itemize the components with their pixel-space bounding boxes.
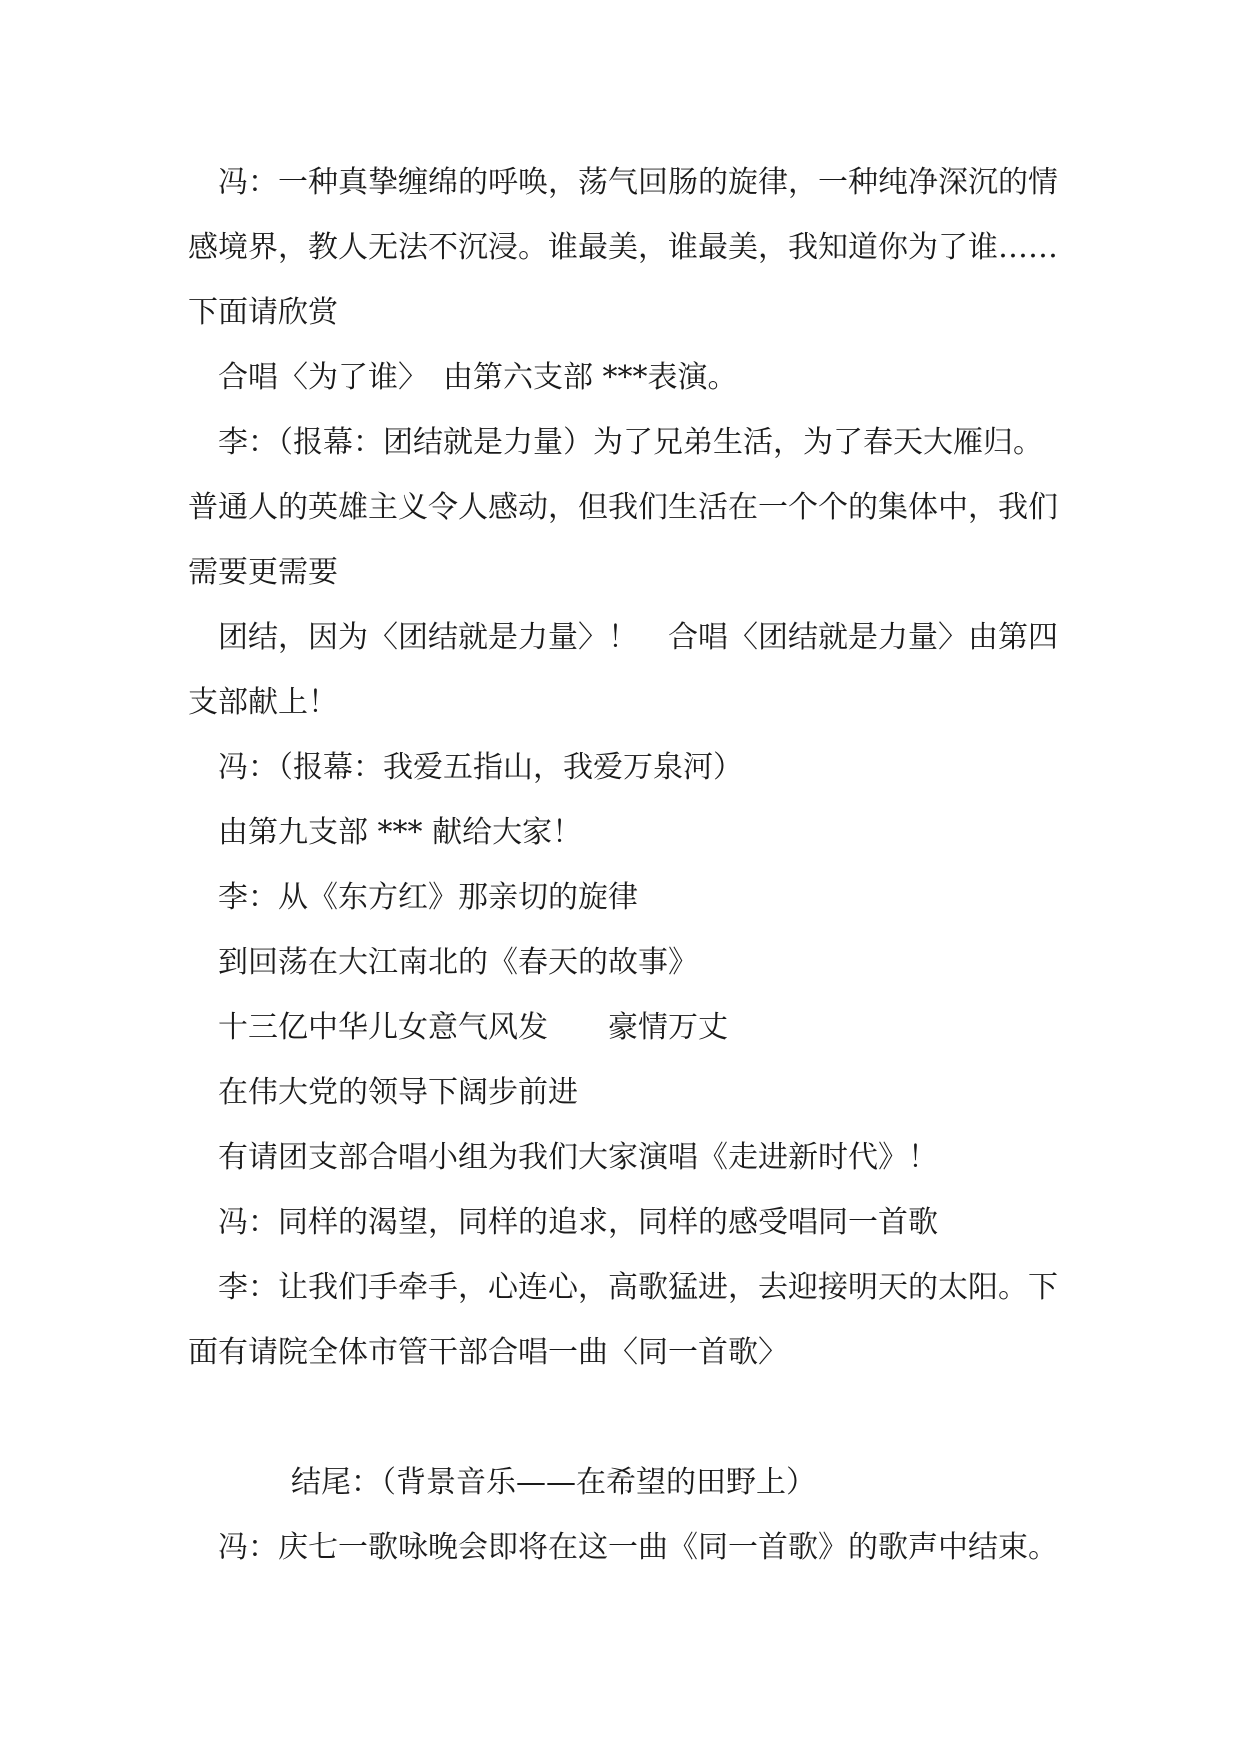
paragraph-feng-wuzhishan: 冯：（报幕：我爱五指山，我爱万泉河） [218, 750, 743, 785]
ending-title: 结尾：（背景音乐——在希望的田野上） [291, 1465, 816, 1500]
paragraph-thirteen-hundred-million: 十三亿中华儿女意气风发 豪情万丈 [218, 1010, 728, 1045]
paragraph-li-tuanjie: 李：（报幕：团结就是力量）为了兄弟生活，为了春天大雁归。普通人的英雄主义令人感动，但我们生活在一个个的集体中，我们需要更需要 [188, 425, 1058, 590]
paragraph-spring-story: 到回荡在大江南北的《春天的故事》 [218, 945, 698, 980]
paragraph-feng-intro: 冯：一种真挚缠绵的呼唤，荡气回肠的旋律，一种纯净深沉的情感境界，教人无法不沉浸。谁最美，谁最美，我知道你为了谁……下面请欣赏 [188, 165, 1058, 330]
paragraph-li-dongfanghong: 李：从《东方红》那亲切的旋律 [218, 880, 638, 915]
paragraph-tuanjie-chorus: 团结，因为〈团结就是力量〉！ 合唱〈团结就是力量〉由第四支部献上！ [188, 620, 1058, 720]
paragraph-chorus-wei-le-shui: 合唱〈为了谁〉 由第六支部 ***表演。 [218, 360, 738, 395]
document-page [188, 150, 1060, 1580]
paragraph-feng-same-song: 冯：同样的渴望，同样的追求，同样的感受唱同一首歌 [218, 1205, 938, 1240]
paragraph-li-hand-in-hand: 李：让我们手牵手，心连心，高歌猛进，去迎接明天的太阳。下面有请院全体市管干部合唱一曲〈同一首歌〉 [188, 1270, 1058, 1370]
paragraph-closing: 冯：庆七一歌咏晚会即将在这一曲《同一首歌》的歌声中结束。 [218, 1530, 1058, 1565]
paragraph-new-era: 有请团支部合唱小组为我们大家演唱《走进新时代》！ [218, 1140, 938, 1175]
paragraph-party-leadership: 在伟大党的领导下阔步前进 [218, 1075, 578, 1110]
blank-line [188, 1385, 1060, 1450]
paragraph-ninth-branch: 由第九支部 *** 献给大家！ [218, 815, 583, 850]
